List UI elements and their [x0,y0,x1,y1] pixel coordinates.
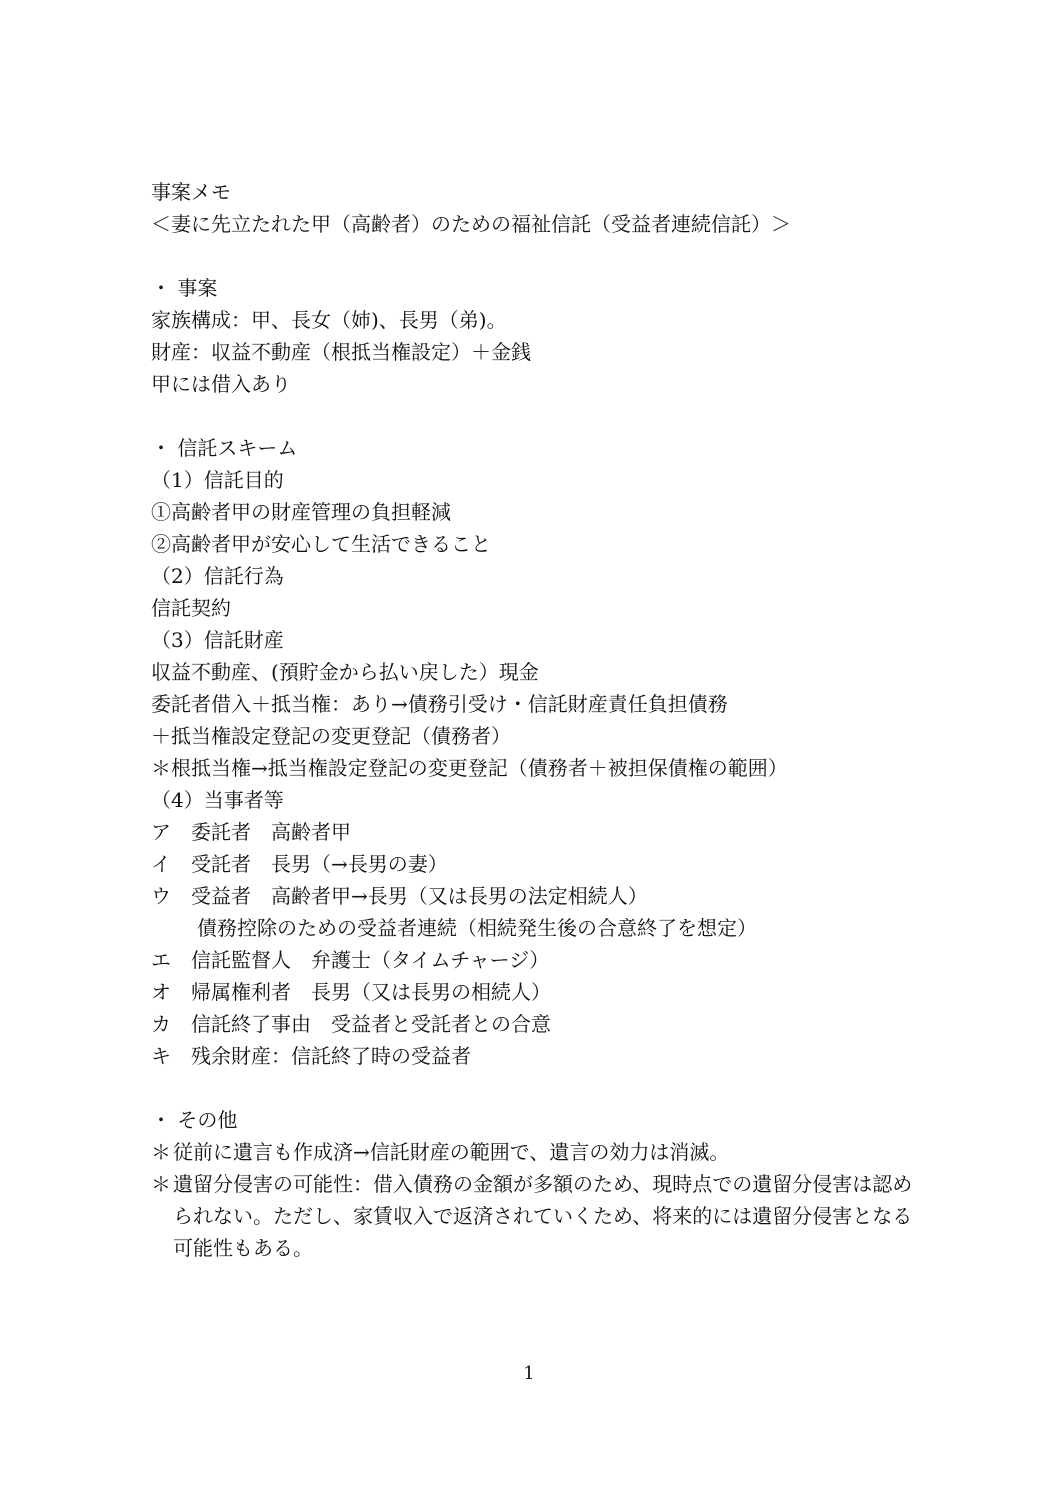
trust-property-line: 委託者借入＋抵当権：あり→債務引受け・信託財産責任負担債務 [151,692,728,716]
trust-purpose-item-1: ①高齢者甲の財産管理の負担軽減 [151,500,451,524]
spacer [151,400,921,432]
note-mark: ＊ [151,1172,171,1196]
trust-act-value: 信託契約 [151,596,231,620]
spacer [151,240,921,272]
party-line: イ 受託者 長男（→長男の妻） [151,852,448,876]
parties-heading: （4）当事者等 [151,788,284,812]
document-subtitle: ＜妻に先立たれた甲（高齢者）のための福祉信託（受益者連続信託）＞ [151,212,791,236]
trust-property-line: ＊根抵当権→抵当権設定登記の変更登記（債務者＋被担保債権の範囲） [151,756,788,780]
note-text: 従前に遺言も作成済→信託財産の範囲で、遺言の効力は消滅。 [173,1140,730,1164]
party-line: ウ 受益者 高齢者甲→長男（又は長男の法定相続人） [151,884,648,908]
party-line: キ 残余財産：信託終了時の受益者 [151,1044,471,1068]
trust-act-heading: （2）信託行為 [151,564,284,588]
note-mark: ＊ [151,1140,171,1164]
spacer [151,1072,921,1104]
assets-line: 財産：収益不動産（根抵当権設定）＋金銭 [151,340,531,364]
party-line: エ 信託監督人 弁護士（タイムチャージ） [151,948,550,972]
section-heading-other: ・ その他 [151,1108,238,1132]
trust-property-line: ＋抵当権設定登記の変更登記（債務者） [151,724,511,748]
party-line: カ 信託終了事由 受益者と受託者との合意 [151,1012,551,1036]
party-line: ア 委託者 高齢者甲 [151,820,351,844]
family-structure-line: 家族構成：甲、長女（姉)、長男（弟)。 [151,308,507,332]
trust-property-line: 収益不動産、(預貯金から払い戻した）現金 [151,660,539,684]
party-line: オ 帰属権利者 長男（又は長男の相続人） [151,980,551,1004]
trust-purpose-item-2: ②高齢者甲が安心して生活できること [151,532,491,556]
document-body [151,176,921,1264]
note-text: 遺留分侵害の可能性：借入債務の金額が多額のため、現時点での遺留分侵害は認められない。ただし、家賃収入で返済されていくため、将来的には遺留分侵害となる可能性もある。 [173,1172,913,1260]
note-item [151,1136,921,1168]
trust-purpose-heading: （1）信託目的 [151,468,284,492]
borrowing-line: 甲には借入あり [151,372,291,396]
note-item [151,1168,921,1264]
trust-property-heading: （3）信託財産 [151,628,284,652]
section-heading-case: ・ 事案 [151,276,218,300]
document-title: 事案メモ [151,180,231,204]
section-heading-scheme: ・ 信託スキーム [151,436,298,460]
party-line-continued: 債務控除のための受益者連続（相続発生後の合意終了を想定） [197,916,757,940]
page-number: 1 [523,1363,535,1384]
